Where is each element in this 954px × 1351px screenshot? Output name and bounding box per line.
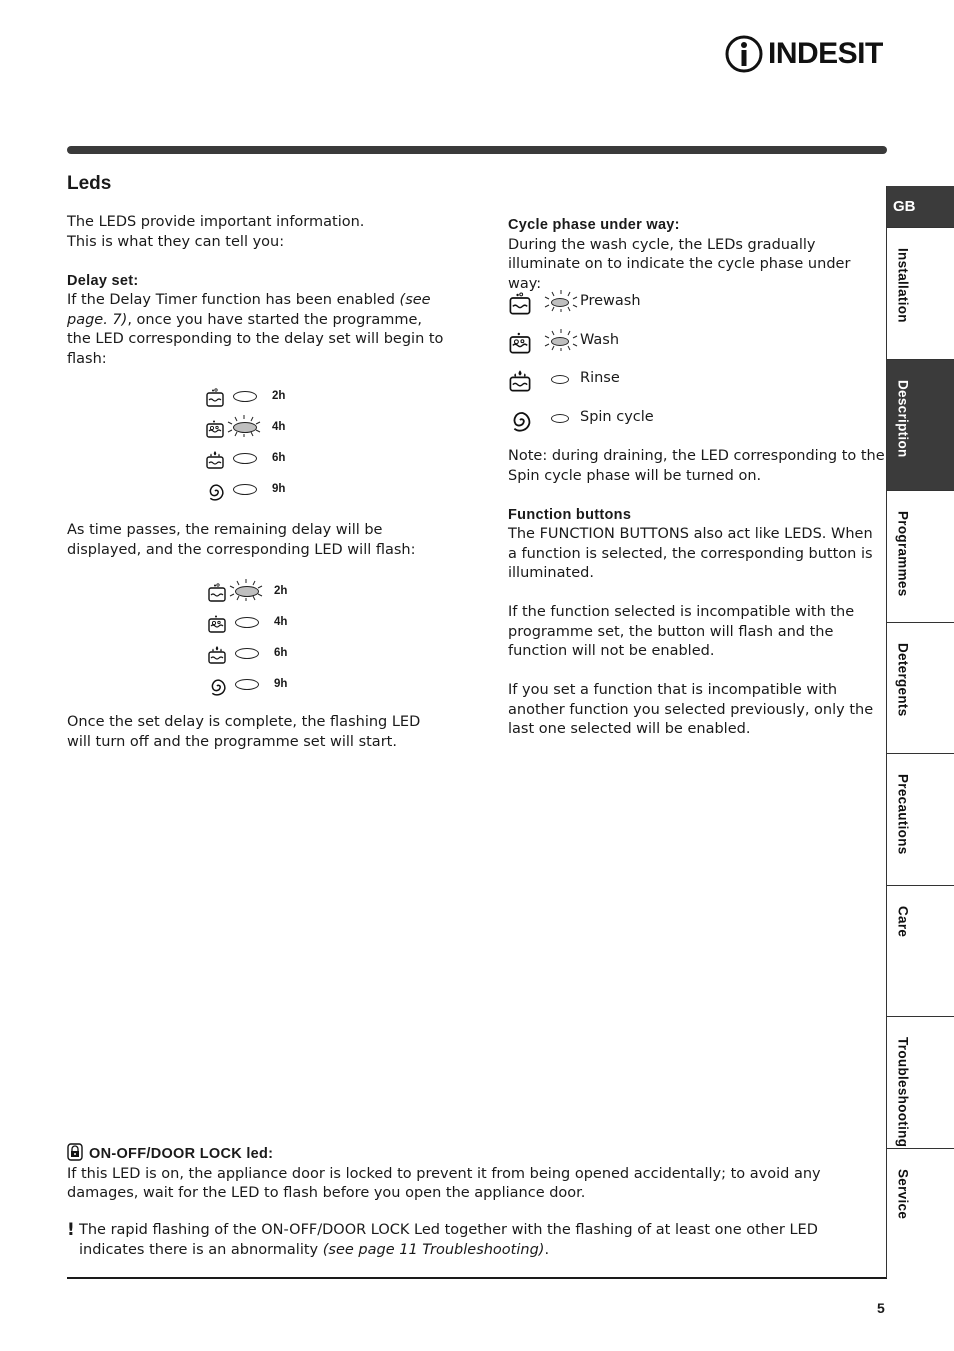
page-title: Leds (67, 173, 112, 194)
side-tab-installation[interactable] (887, 227, 954, 360)
cycle-phase-label: Wash (580, 331, 620, 348)
wash-icon (205, 419, 225, 439)
delay-led-indicator (235, 617, 259, 628)
delay-led-indicator (233, 484, 257, 495)
delay-hours-label: 9h (272, 483, 286, 495)
door-lock-section (67, 1143, 867, 1204)
side-tab-programmes[interactable] (887, 490, 954, 623)
delay-led-indicator (235, 586, 259, 597)
prewash-icon (508, 292, 532, 316)
delay-hours-label: 6h (274, 647, 288, 659)
side-tab-label: Service (895, 1168, 911, 1219)
delay-led-row (207, 645, 307, 671)
side-tab-troubleshooting[interactable] (887, 1016, 954, 1149)
side-tab-description[interactable] (887, 359, 954, 492)
delay-led-indicator (235, 679, 259, 690)
side-tab-label: Installation (895, 248, 911, 323)
draining-note: Note: during draining, the LED corresponding to the Spin cycle phase will be turned on. (508, 448, 885, 484)
delay-led-row (205, 450, 305, 476)
delay-page-ref: (see page. 7) (67, 292, 431, 328)
time-passes-paragraph: As time passes, the remaining delay will be displayed, and the corresponding LED will flash: (67, 522, 416, 558)
warning-mark: ! (67, 1220, 75, 1240)
right-column (508, 216, 886, 294)
delay-led-indicator (235, 648, 259, 659)
delay-hours-label: 2h (274, 585, 288, 597)
logo-wordmark: INDESIT (768, 37, 883, 70)
cycle-phase-led-indicator (551, 375, 569, 384)
cycle-phase-led-indicator (551, 337, 569, 346)
cycle-phase-row (508, 331, 808, 361)
side-tab-detergents[interactable] (887, 622, 954, 755)
warning-page-ref: (see page 11 Troubleshooting) (322, 1241, 545, 1258)
wash-icon (508, 331, 532, 355)
delay-heading: Delay set: (67, 272, 139, 289)
side-tab-care[interactable] (887, 885, 954, 1018)
function-paragraph-1: The FUNCTION BUTTONS also act like LEDS. When a function is selected, the corresponding button is illuminated. (508, 526, 873, 581)
delay-complete-text-block (67, 713, 447, 752)
header-rule (67, 146, 887, 154)
function-buttons-heading: Function buttons (508, 506, 632, 523)
delay-led-row (207, 583, 307, 609)
time-passes-text-block (67, 521, 447, 560)
side-tab-label: Precautions (895, 774, 911, 855)
side-tab-label: Care (895, 905, 911, 937)
indesit-logo (724, 34, 889, 74)
delay-hours-label: 2h (272, 390, 286, 402)
side-tab-label: Troubleshooting (895, 1037, 911, 1148)
cycle-phase-label: Spin cycle (580, 408, 654, 425)
door-lock-heading: ON-OFF/DOOR LOCK led: (67, 1143, 867, 1165)
cycle-phase-led-indicator (551, 298, 569, 307)
side-tab-service[interactable] (887, 1148, 954, 1281)
delay-led-row (207, 614, 307, 640)
prewash-icon (205, 388, 225, 408)
rinse-icon (205, 450, 225, 470)
warning-paragraph: The rapid flashing of the ON-OFF/DOOR LOCK Led together with the flashing of at least one other LED indicates there is an abnormality (see page 11 Troubleshooting). (79, 1222, 818, 1258)
function-paragraph-3: If you set a function that is incompatible with another function you selected previously, only the last one selected will be enabled. (508, 682, 874, 737)
cycle-phase-label: Prewash (580, 293, 641, 309)
delay-led-row (207, 676, 307, 702)
delay-hours-label: 9h (274, 678, 288, 690)
delay-led-row (205, 419, 305, 445)
footer-rule (67, 1277, 887, 1279)
cycle-phase-row (508, 369, 808, 399)
rinse-icon (207, 645, 227, 665)
cycle-phase-row (508, 408, 808, 438)
delay-hours-label: 4h (272, 421, 286, 433)
delay-led-indicator (233, 453, 257, 464)
page-number: 5 (877, 1300, 885, 1316)
door-lock-paragraph: If this LED is on, the appliance door is locked to prevent it from being opened accidentally; to avoid any damages, wait for the LED to flash before you open the appliance door. (67, 1165, 821, 1201)
side-tab-precautions[interactable] (887, 753, 954, 886)
delay-complete-paragraph: Once the set delay is complete, the flashing LED will turn off and the programme set will start. (67, 714, 421, 750)
delay-hours-label: 6h (272, 452, 286, 464)
rinse-icon (508, 369, 532, 393)
prewash-icon (207, 583, 227, 603)
spin-icon (207, 676, 227, 696)
side-tab-label: Description (895, 379, 911, 458)
cycle-phase-heading: Cycle phase under way: (508, 217, 680, 233)
wash-icon (207, 614, 227, 634)
delay-led-indicator (233, 422, 257, 433)
left-column (67, 213, 447, 369)
intro-line-1: The LEDS provide important information. (67, 214, 365, 230)
cycle-phase-label: Rinse (580, 370, 620, 386)
cycle-phase-led-indicator (551, 414, 569, 423)
language-tab[interactable]: GB (887, 186, 954, 227)
function-paragraph-2: If the function selected is incompatible with the programme set, the button will flash and the function will not be enabled. (508, 604, 855, 659)
side-tab-label: Detergents (895, 642, 911, 717)
spin-icon (508, 408, 532, 432)
side-tab-bar (886, 186, 954, 1278)
delay-led-indicator (233, 391, 257, 402)
door-lock-icon (67, 1143, 83, 1161)
spin-icon (205, 481, 225, 501)
delay-paragraph: If the Delay Timer function has been enabled (see page. 7), once you have started the programme, the LED corresponding to the delay set will begin to flash: (67, 292, 444, 367)
logo-i-emblem-icon (724, 34, 764, 74)
cycle-phase-row (508, 292, 808, 322)
right-lower-text-block (508, 447, 886, 740)
delay-led-row (205, 481, 305, 507)
delay-led-row (205, 388, 305, 414)
intro-line-2: This is what they can tell you: (67, 233, 285, 250)
side-tab-label: Programmes (895, 511, 911, 597)
delay-hours-label: 4h (274, 616, 288, 628)
cycle-phase-paragraph: During the wash cycle, the LEDs gradually illuminate on to indicate the cycle phase under way: (508, 236, 851, 292)
